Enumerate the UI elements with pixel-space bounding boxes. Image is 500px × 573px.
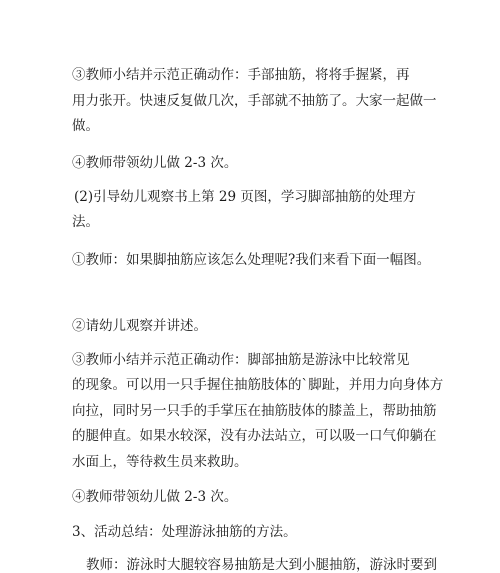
- paragraph-5-line-1: ②请幼儿观察并讲述。: [72, 318, 207, 334]
- paragraph-3-line-2: 法。: [72, 214, 99, 230]
- paragraph-1-line-2: 用力张开。快速反复做几次，手部就不抽筋了。大家一起做一: [72, 93, 437, 109]
- paragraph-3-line-1: (2)引导幼儿观察书上第 29 页图，学习脚部抽筋的处理方: [74, 189, 416, 205]
- paragraph-7-line-1: ④教师带领幼儿做 2-3 次。: [72, 489, 238, 505]
- paragraph-6-line-1: ③教师小结并示范正确动作：脚部抽筋是游泳中比较常见: [72, 352, 410, 368]
- paragraph-8-line-1: 3、活动总结：处理游泳抽筋的方法。: [72, 524, 297, 540]
- paragraph-4-line-1: ①教师：如果脚抽筋应该怎么处理呢?我们来看下面一幅图。: [72, 252, 431, 268]
- paragraph-6-line-2: 的现象。可以用一只手握住抽筋肢体的`脚趾，并用力向身体方: [72, 377, 444, 393]
- paragraph-6-line-4: 的腿伸直。如果水较深，没有办法站立，可以吸一口气仰躺在: [72, 428, 437, 444]
- paragraph-1-line-3: 做。: [72, 118, 99, 134]
- paragraph-9-line-1: 教师：游泳时大腿较容易抽筋是大到小腿抽筋，游泳时要到: [86, 557, 437, 573]
- paragraph-1-line-1: ③教师小结并示范正确动作：手部抽筋，将将手握紧，再: [72, 67, 410, 83]
- paragraph-6-line-5: 水面上，等待救生员来救助。: [72, 454, 248, 470]
- paragraph-2-line-1: ④教师带领幼儿做 2-3 次。: [72, 155, 238, 171]
- paragraph-6-line-3: 向拉，同时另一只手的手掌压在抽筋肢体的膝盖上，帮助抽筋: [72, 403, 437, 419]
